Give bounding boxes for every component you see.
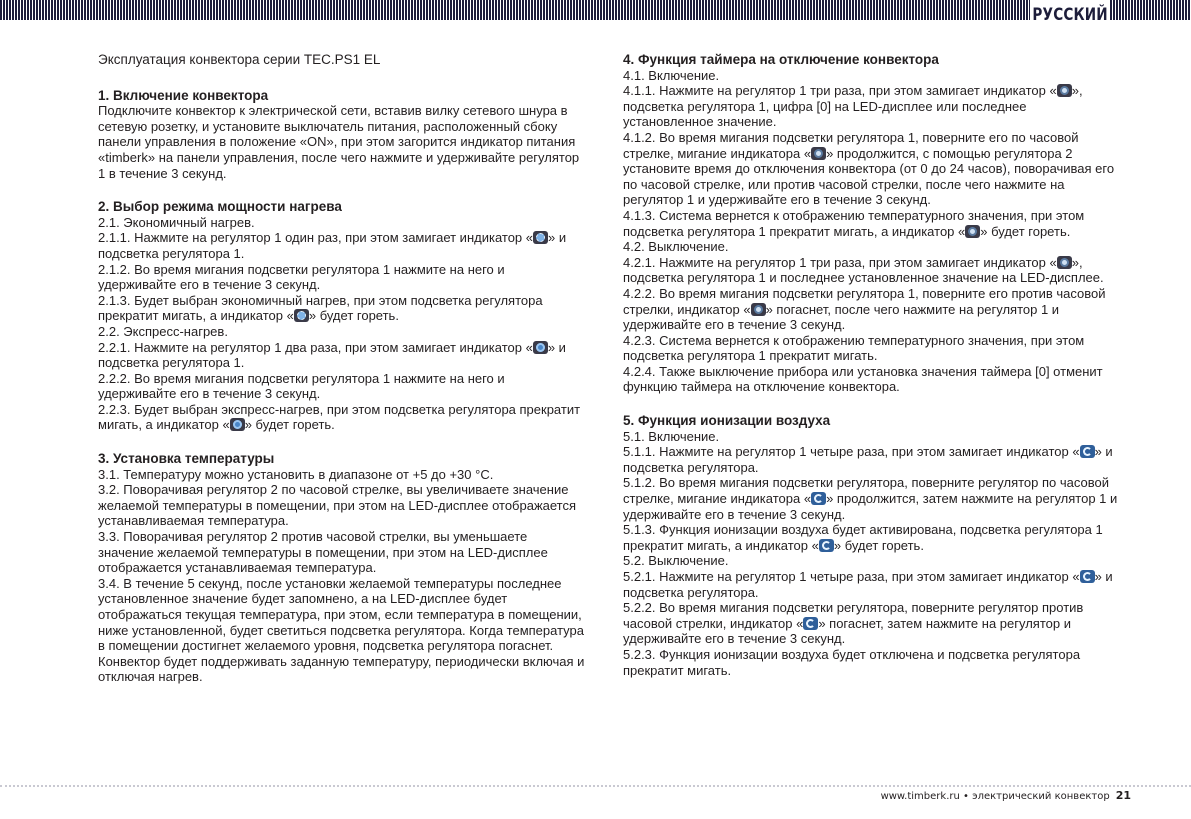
paragraph: 2.1.2. Во время мигания подсветки регулятора 1 нажмите на него и удерживайте его в течение 3 секунд. [98, 261, 505, 293]
paragraph: 5.1.3. Функция ионизации воздуха будет активирована, подсветка регулятора 1 прекратит мигать, а индикатор « » будет гореть. [623, 522, 1103, 553]
eco-heating-icon [294, 309, 309, 322]
paragraph: 2.2.3. Будет выбран экспресс-нагрев, при этом подсветка регулятора прекратит мигать, а индикатор « » будет гореть. [98, 401, 581, 433]
paragraph: 3.2. Поворачивая регулятор 2 по часовой стрелке, вы увеличиваете значение желаемой температуры в помещении, при этом на LED-дисплее отображается устанавливаемая температура. [98, 482, 577, 529]
section-temperature [98, 451, 586, 685]
timer-icon [811, 147, 826, 160]
document-title: Эксплуатация конвектора серии TEC.PS1 EL [98, 52, 381, 67]
footer-site: www.timberk.ru • электрический конвектор [880, 791, 1110, 802]
paragraph: 2.1.3. Будет выбран экономичный нагрев, при этом подсветка регулятора прекратит мигать, а индикатор « » будет гореть. [98, 292, 543, 324]
paragraph: 5.1. Включение. [623, 428, 720, 444]
paragraph: 4.1. Включение. [623, 67, 720, 83]
eco-heating-icon [533, 231, 548, 244]
paragraph: 4.2. Выключение. [623, 239, 729, 255]
header-stripe [0, 0, 1191, 20]
footer-divider [0, 785, 1191, 787]
timer-icon [1057, 84, 1072, 97]
timer-icon [1057, 256, 1072, 269]
paragraph: 4.2.3. Система вернется к отображению температурного значения, при этом подсветка регулятора 1 прекратит мигать. [623, 332, 1085, 364]
paragraph: 4.2.4. Также выключение прибора или установка значения таймера [0] отменит функцию таймера на отключение конвектора. [623, 363, 1103, 395]
paragraph: 5.2.1. Нажмите на регулятор 1 четыре раза, при этом замигает индикатор « » и подсветка регулятора. [623, 569, 1113, 600]
language-label: РУССКИЙ [1032, 5, 1108, 25]
section-title: 1. Включение конвектора [98, 87, 269, 103]
section-title: 5. Функция ионизации воздуха [623, 413, 831, 429]
paragraph: 2.2.2. Во время мигания подсветки регулятора 1 нажмите на него и удерживайте его в течение 3 секунд. [98, 370, 505, 402]
paragraph: Подключите конвектор к электрической сети, вставив вилку сетевого шнура в сетевую розетку, и установите выключатель питания, расположенный сбоку панели управления в положение «ON», при этом загорится индикатор питания «timberk» на панели управления, после чего нажмите и удерживайте регулятор 1 в течение 3 секунд. [98, 103, 580, 181]
paragraph: 2.1. Экономичный нагрев. [98, 214, 255, 230]
paragraph: 2.2. Экспресс-нагрев. [98, 323, 228, 339]
timer-icon [751, 303, 766, 316]
paragraph: 4.2.2. Во время мигания подсветки регулятора 1, поверните его против часовой стрелки, индикатор « » погаснет, после чего нажмите на регулятор 1 и удерживайте его в течение 3 секунд. [623, 285, 1106, 333]
paragraph: 5.2.3. Функция ионизации воздуха будет отключена и подсветка регулятора прекратит мигать. [623, 646, 1081, 678]
paragraph: 4.1.1. Нажмите на регулятор 1 три раза, при этом замигает индикатор « », подсветка регулятора 1, цифра [0] на LED-дисплее или последнее установленное значение. [623, 83, 1083, 130]
paragraph: 5.1.1. Нажмите на регулятор 1 четыре раза, при этом замигает индикатор « » и подсветка регулятора. [623, 444, 1113, 475]
timer-icon [965, 225, 980, 238]
paragraph: 3.1. Температуру можно установить в диапазоне от +5 до +30 °С. [98, 466, 494, 482]
ionization-icon [811, 492, 826, 505]
paragraph: 3.3. Поворачивая регулятор 2 против часовой стрелки, вы уменьшаете значение желаемой температуры в помещении, при этом на LED-дисплее отображается устанавливаемая температура. [98, 529, 548, 576]
ionization-icon [819, 539, 834, 552]
section-ionization [623, 413, 1119, 678]
section-timer [623, 52, 1119, 395]
section-title: 2. Выбор режима мощности нагрева [98, 199, 342, 215]
language-label-box [1030, 0, 1110, 30]
paragraph: 4.2.1. Нажмите на регулятор 1 три раза, при этом замигает индикатор « », подсветка регулятора 1 и последнее установленное значение на LED-дисплее. [623, 254, 1104, 286]
ionization-icon [803, 617, 818, 630]
section-title: 3. Установка температуры [98, 451, 275, 467]
section-power-on [98, 88, 586, 182]
page-number: 21 [1115, 789, 1131, 802]
page-footer [881, 789, 1131, 802]
section-heating-mode [98, 199, 586, 433]
express-heating-icon [230, 418, 245, 431]
paragraph: 4.1.2. Во время мигания подсветки регулятора 1, поверните его по часовой стрелке, мигание индикатора « » продолжится, с помощью регулятора 2 установите время до отключения конвектора (от 0 до 24 часов), поворачивая его по часовой стрелке, или против часовой стрелки, после чего нажмите на регулятор 1 и удерживайте его в течение 3 секунд. [623, 129, 1115, 208]
paragraph: 3.4. В течение 5 секунд, после установки желаемой температуры последнее установленное значение будет запомнено, а на LED-дисплее будет отображаться текущая температура, при этом, если температура в помещении, ниже установленной, будет светиться подсветка регулятора. Когда температура в помещении достигнет желаемого уровня, подсветка регулятора погаснет. Конвектор будет поддерживать заданную температуру, периодически включая и отключая нагрев. [98, 575, 585, 685]
paragraph: 4.1.3. Система вернется к отображению температурного значения, при этом подсветка регулятора 1 прекратит мигать, а индикатор « » будет гореть. [623, 207, 1085, 239]
ionization-icon [1080, 445, 1095, 458]
left-column [98, 52, 586, 703]
right-column [623, 52, 1119, 696]
paragraph: 2.2.1. Нажмите на регулятор 1 два раза, при этом замигает индикатор « » и подсветка регулятора 1. [98, 339, 566, 371]
paragraph: 2.1.1. Нажмите на регулятор 1 один раз, при этом замигает индикатор « » и подсветка регулятора 1. [98, 230, 567, 261]
express-heating-icon [533, 341, 548, 354]
paragraph: 5.2.2. Во время мигания подсветки регулятора, поверните регулятор против часовой стрелки, индикатор « » погаснет, затем нажмите на регулятор и удерживайте его в течение 3 секунд. [623, 600, 1084, 647]
ionization-icon [1080, 570, 1095, 583]
paragraph: 5.1.2. Во время мигания подсветки регулятора, поверните регулятор по часовой стрелке, мигание индикатора « » продолжится, затем нажмите на регулятор 1 и удерживайте его в течение 3 секунд. [623, 475, 1118, 522]
paragraph: 5.2. Выключение. [623, 553, 729, 569]
section-title: 4. Функция таймера на отключение конвектора [623, 52, 939, 67]
